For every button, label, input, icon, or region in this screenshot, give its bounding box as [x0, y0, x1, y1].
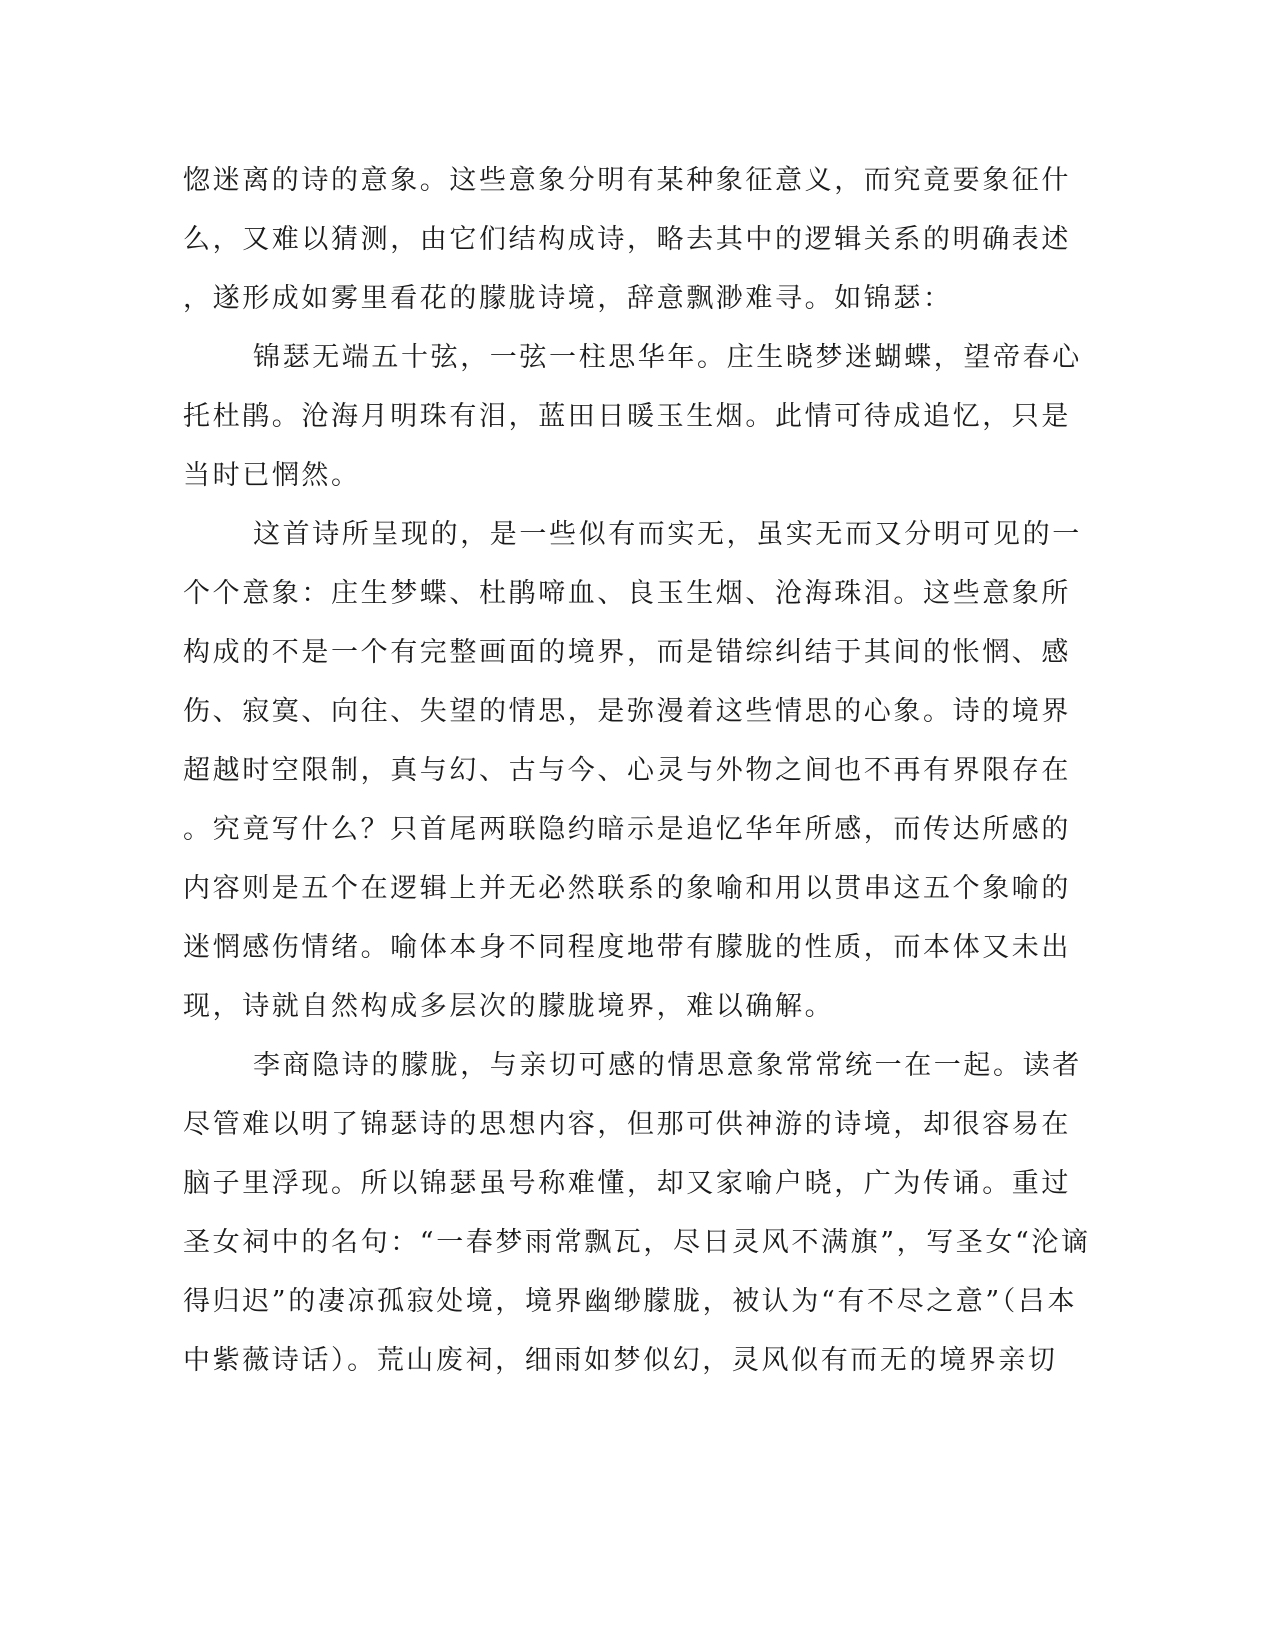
text-line: 。究竟写什么？只首尾两联隐约暗示是追忆华年所感，而传达所感的	[183, 814, 1071, 845]
text-line: 这首诗所呈现的，是一些似有而实无，虽实无而又分明可见的一	[253, 519, 1082, 550]
text-line: 现，诗就自然构成多层次的朦胧境界，难以确解。	[183, 991, 835, 1022]
poem-line: 锦瑟无端五十弦，一弦一柱思华年。庄生晓梦迷蝴蝶，望帝春心	[253, 342, 1082, 373]
text-line: 李商隐诗的朦胧，与亲切可感的情思意象常常统一在一起。读者	[253, 1050, 1082, 1081]
poem-line: 托杜鹃。沧海月明珠有泪，蓝田日暖玉生烟。此情可待成追忆，只是	[183, 401, 1071, 432]
text-line: 惚迷离的诗的意象。这些意象分明有某种象征意义，而究竟要象征什	[183, 165, 1071, 196]
text-line: 得归迟”的凄凉孤寂处境，境界幽缈朦胧，被认为“有不尽之意”（吕本	[183, 1286, 1078, 1317]
text-line: 迷惘感伤情绪。喻体本身不同程度地带有朦胧的性质，而本体又未出	[183, 932, 1071, 963]
poem-line: 当时已惘然。	[183, 460, 361, 491]
text-line: 么，又难以猜测，由它们结构成诗，略去其中的逻辑关系的明确表述	[183, 224, 1071, 255]
text-line: 脑子里浮现。所以锦瑟虽号称难懂，却又家喻户晓，广为传诵。重过	[183, 1168, 1071, 1199]
text-line: ，遂形成如雾里看花的朦胧诗境，辞意飘渺难寻。如锦瑟：	[183, 283, 953, 314]
text-line: 超越时空限制，真与幻、古与今、心灵与外物之间也不再有界限存在	[183, 755, 1071, 786]
text-line: 圣女祠中的名句：“一春梦雨常飘瓦，尽日灵风不满旗”，写圣女“沦谪	[183, 1227, 1091, 1258]
text-line: 中紫薇诗话）。荒山废祠，细雨如梦似幻，灵风似有而无的境界亲切	[183, 1345, 1058, 1376]
text-line: 构成的不是一个有完整画面的境界，而是错综纠结于其间的怅惘、感	[183, 637, 1071, 668]
text-line: 内容则是五个在逻辑上并无必然联系的象喻和用以贯串这五个象喻的	[183, 873, 1071, 904]
text-line: 尽管难以明了锦瑟诗的思想内容，但那可供神游的诗境，却很容易在	[183, 1109, 1071, 1140]
text-line: 个个意象：庄生梦蝶、杜鹃啼血、良玉生烟、沧海珠泪。这些意象所	[183, 578, 1071, 609]
text-line: 伤、寂寞、向往、失望的情思，是弥漫着这些情思的心象。诗的境界	[183, 696, 1071, 727]
